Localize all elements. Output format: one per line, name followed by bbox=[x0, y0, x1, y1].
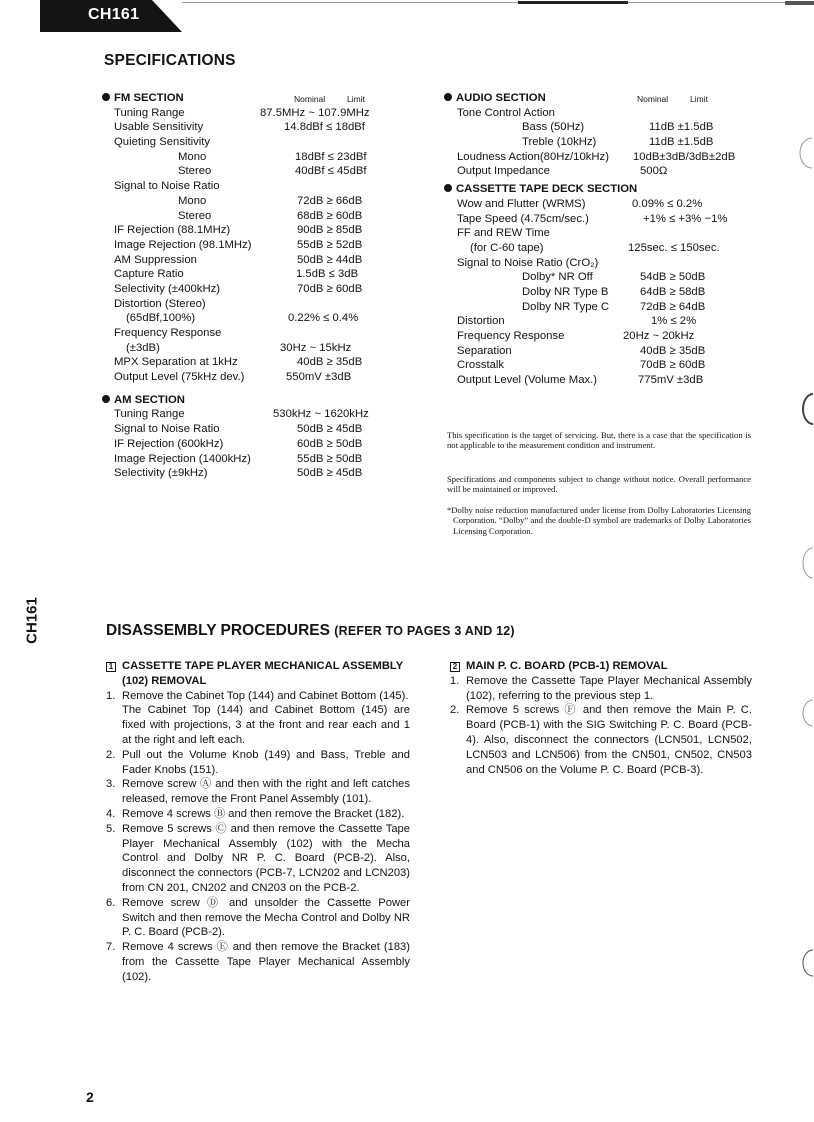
spec-value: 68dB ≥ 60dB bbox=[297, 209, 363, 222]
spec-label: Selectivity (±400kHz) bbox=[114, 282, 221, 295]
punch-hole-mark bbox=[798, 698, 814, 728]
spec-row bbox=[444, 285, 764, 300]
spec-label: (for C-60 tape) bbox=[470, 241, 544, 254]
section1-number: 1 bbox=[106, 662, 116, 672]
spec-value: 50dB ≥ 45dB bbox=[297, 467, 363, 480]
spec-label: Output Level (Volume Max.) bbox=[457, 374, 598, 387]
step-number: 5. bbox=[106, 822, 116, 835]
spec-row bbox=[102, 209, 392, 224]
spec-note-change: Specifications and components subject to change without notice. Overall performance will be maintained or improved. bbox=[447, 474, 751, 495]
top-rule-dark bbox=[518, 1, 628, 4]
spec-row bbox=[444, 164, 764, 179]
spec-row bbox=[102, 120, 392, 135]
step-number: 7. bbox=[106, 941, 116, 954]
spec-label: Frequency Response bbox=[457, 330, 565, 342]
page-number: 2 bbox=[86, 1089, 94, 1105]
spec-value: 64dB ≥ 58dB bbox=[640, 285, 706, 298]
bullet-icon bbox=[444, 93, 452, 101]
spec-row bbox=[102, 452, 392, 467]
bullet-icon bbox=[444, 184, 452, 192]
section2-heading bbox=[450, 659, 752, 674]
audio-nominal-header: Nominal bbox=[637, 94, 669, 104]
spec-label: Quieting Sensitivity bbox=[114, 136, 211, 149]
spec-value: +1% ≤ +3% −1% bbox=[643, 212, 728, 225]
step-text: Remove the Cabinet Top (144) and Cabinet Bottom (145). bbox=[122, 689, 409, 702]
top-rule-corner bbox=[785, 1, 814, 5]
spec-column-right bbox=[444, 91, 764, 388]
spec-label: IF Rejection (88.1MHz) bbox=[114, 224, 231, 237]
spec-note-servicing: This specification is the target of servicing. But, there is a case that the specification is not applicable to the measurement condition and instrument. bbox=[447, 430, 751, 451]
bullet-icon bbox=[102, 395, 110, 403]
audio-limit-header: Limit bbox=[690, 94, 708, 104]
spec-row bbox=[102, 422, 392, 437]
spec-label: Signal to Noise Ratio (CrO₂) bbox=[457, 256, 599, 269]
spec-value: 11dB ±1.5dB bbox=[649, 121, 714, 134]
spec-row bbox=[444, 300, 764, 315]
spec-label: Distortion bbox=[457, 315, 505, 328]
fm-nominal-header: Nominal bbox=[294, 94, 326, 104]
spec-row bbox=[444, 197, 764, 212]
audio-section-title: AUDIO SECTION bbox=[456, 92, 546, 104]
spec-label: Dolby NR Type C bbox=[522, 300, 610, 313]
spec-value: 72dB ≥ 66dB bbox=[297, 194, 363, 207]
spec-row bbox=[444, 270, 764, 285]
spec-label: Usable Sensitivity bbox=[114, 121, 204, 134]
spec-row bbox=[444, 241, 764, 256]
spec-label: AM Suppression bbox=[114, 253, 197, 266]
spec-row bbox=[102, 223, 392, 238]
spec-value: 70dB ≥ 60dB bbox=[297, 282, 363, 295]
spec-label: IF Rejection (600kHz) bbox=[114, 437, 224, 450]
spec-value: 87.5MHz ~ 107.9MHz bbox=[260, 106, 370, 119]
section1-step-6 bbox=[106, 896, 410, 940]
spec-row bbox=[102, 297, 392, 312]
disassembly-title bbox=[106, 622, 515, 640]
spec-row bbox=[444, 344, 764, 359]
audio-section-header bbox=[444, 91, 764, 106]
spec-value: 50dB ≥ 44dB bbox=[297, 253, 363, 266]
section1-step-1 bbox=[106, 689, 410, 748]
spec-row bbox=[102, 150, 392, 165]
spec-row bbox=[444, 106, 764, 121]
section2-title: MAIN P. C. BOARD (PCB-1) REMOVAL bbox=[466, 660, 668, 672]
step-text: Remove screw Ⓐ and then with the right and left catches released, remove the Front Panel Assembly (101). bbox=[122, 778, 410, 806]
step-number: 2. bbox=[106, 748, 116, 761]
step-number: 2. bbox=[450, 704, 460, 717]
spec-row bbox=[444, 212, 764, 227]
spec-row bbox=[444, 358, 764, 373]
spec-label: Dolby NR Type B bbox=[522, 285, 609, 298]
spec-value: 90dB ≥ 85dB bbox=[297, 224, 363, 237]
spec-note-dolby: *Dolby noise reduction manufactured under license from Dolby Laboratories Licensing Corporation. “Dolby” and the double-D symbol are trademarks of Dolby Laboratories Licensing Corporation. bbox=[447, 505, 751, 536]
spec-value: 10dB±3dB/3dB±2dB bbox=[633, 150, 736, 163]
section1-step-7 bbox=[106, 940, 410, 984]
spec-value: 30Hz ~ 15kHz bbox=[280, 341, 352, 354]
spec-value: 20Hz ~ 20kHz bbox=[623, 330, 695, 342]
fm-section-header bbox=[102, 91, 392, 106]
top-rule bbox=[182, 2, 814, 3]
spec-value: 55dB ≥ 52dB bbox=[297, 238, 363, 251]
fm-section-title: FM SECTION bbox=[114, 92, 184, 104]
spec-label: Image Rejection (1400kHz) bbox=[114, 452, 251, 465]
spec-row bbox=[102, 282, 392, 297]
spec-row bbox=[102, 326, 392, 341]
spec-label: Bass (50Hz) bbox=[522, 121, 585, 134]
bullet-icon bbox=[102, 93, 110, 101]
header-model-title: CH161 bbox=[88, 6, 140, 23]
spec-value: 54dB ≥ 50dB bbox=[640, 271, 706, 284]
spec-label: Frequency Response bbox=[114, 327, 222, 339]
spec-value: 11dB ±1.5dB bbox=[649, 136, 714, 149]
punch-hole-mark bbox=[798, 546, 814, 580]
spec-label: MPX Separation at 1kHz bbox=[114, 356, 238, 369]
step-number: 4. bbox=[106, 807, 116, 820]
spec-row bbox=[102, 106, 392, 121]
spec-row bbox=[102, 238, 392, 253]
step-text: Remove 4 screws Ⓔ and then remove the Bracket (183) from the Cassette Tape Player Mechanical Assembly (102). bbox=[122, 941, 410, 983]
spec-label: Signal to Noise Ratio bbox=[114, 180, 220, 193]
spec-row bbox=[102, 135, 392, 150]
section2-step-1 bbox=[450, 674, 752, 704]
spec-column-left bbox=[102, 91, 392, 481]
spec-row bbox=[444, 314, 764, 329]
spec-row bbox=[102, 407, 392, 422]
specifications-title: SPECIFICATIONS bbox=[104, 52, 236, 69]
step-number: 3. bbox=[106, 778, 116, 791]
step-number: 1. bbox=[450, 674, 460, 687]
am-section-title: AM SECTION bbox=[114, 393, 185, 406]
spec-label: Signal to Noise Ratio bbox=[114, 423, 220, 436]
spec-label: Stereo bbox=[178, 209, 212, 222]
fm-limit-header: Limit bbox=[347, 94, 365, 104]
spec-row bbox=[102, 253, 392, 268]
section1-title: CASSETTE TAPE PLAYER MECHANICAL ASSEMBLY bbox=[122, 660, 404, 672]
spec-row bbox=[102, 341, 392, 356]
step-text: Remove 4 screws Ⓑ and then remove the Bracket (182). bbox=[122, 807, 405, 820]
spec-value: 550mV ±3dB bbox=[286, 371, 352, 384]
spec-label: Tuning Range bbox=[114, 106, 185, 119]
spec-value: 40dBf ≤ 45dBf bbox=[295, 165, 367, 178]
cassette-section-header bbox=[444, 182, 764, 197]
spec-label: Output Impedance bbox=[457, 165, 550, 178]
spec-value: 60dB ≥ 50dB bbox=[297, 437, 363, 450]
step-extra-text: The Cabinet Top (144) and Cabinet Bottom (145) are fixed with projections, 3 at the front and rear each and 1 at the right and left each. bbox=[122, 704, 410, 746]
spec-value: 0.09% ≤ 0.2% bbox=[632, 197, 703, 210]
step-text: Remove 5 screws Ⓕ and then remove the Main P. C. Board (PCB-1) with the SIG Switching P. C. Board (PCB-4). Also, disconnect the connectors (LCN501, LCN502, LCN503 and LCN506) from the CN501, CN502, CN503 and CN506 on the Volume P. C. Board (PCB-3). bbox=[466, 704, 752, 776]
step-text: Remove screw Ⓓ and unsolder the Cassette Power Switch and then remove the Mecha Control and Dolby NR P. C. Board (PCB-2). bbox=[122, 896, 410, 939]
spec-value: 50dB ≥ 45dB bbox=[297, 423, 363, 436]
spec-value: 530kHz ~ 1620kHz bbox=[273, 408, 369, 421]
spec-row bbox=[444, 150, 764, 165]
section1-step-2 bbox=[106, 748, 410, 778]
spec-label: Capture Ratio bbox=[114, 268, 184, 281]
spec-label: FF and REW Time bbox=[457, 227, 550, 240]
spec-label: Mono bbox=[178, 150, 207, 163]
section1-heading bbox=[106, 659, 410, 674]
spec-label: Wow and Flutter (WRMS) bbox=[457, 197, 586, 210]
spec-value: 775mV ±3dB bbox=[638, 374, 704, 387]
section1-step-4 bbox=[106, 807, 410, 822]
spec-row bbox=[444, 329, 764, 344]
spec-row bbox=[102, 267, 392, 282]
spec-value: 1% ≤ 2% bbox=[651, 315, 697, 328]
spec-value: 0.22% ≤ 0.4% bbox=[288, 312, 359, 325]
section2-step-2 bbox=[450, 703, 752, 777]
spec-label: Image Rejection (98.1MHz) bbox=[114, 238, 252, 251]
disassembly-column-right bbox=[450, 659, 752, 777]
punch-hole-mark bbox=[798, 948, 814, 978]
spec-value: 40dB ≥ 35dB bbox=[297, 356, 363, 369]
spec-label: Dolby* NR Off bbox=[522, 271, 593, 284]
spec-row bbox=[102, 466, 392, 481]
spec-label: (65dBf,100%) bbox=[126, 312, 196, 325]
disassembly-column-left bbox=[106, 659, 410, 985]
punch-hole-mark bbox=[798, 392, 814, 426]
spec-value: 40dB ≥ 35dB bbox=[640, 344, 706, 357]
step-text: Remove the Cassette Tape Player Mechanical Assembly (102), referring to the previous step 1. bbox=[466, 674, 752, 702]
section1-title-line2: (102) REMOVAL bbox=[122, 674, 207, 687]
spec-value: 18dBf ≤ 23dBf bbox=[295, 150, 367, 163]
spec-row bbox=[102, 311, 392, 326]
section1-step-3 bbox=[106, 777, 410, 807]
spec-label: Tone Control Action bbox=[457, 106, 555, 119]
disassembly-subtitle: (REFER TO PAGES 3 AND 12) bbox=[334, 624, 515, 638]
cassette-section-title: CASSETTE TAPE DECK SECTION bbox=[456, 183, 638, 196]
spec-value: 72dB ≥ 64dB bbox=[640, 300, 706, 313]
spec-label: Tape Speed (4.75cm/sec.) bbox=[457, 212, 589, 225]
spec-row bbox=[102, 194, 392, 209]
spec-value: 125sec. ≤ 150sec. bbox=[628, 241, 720, 254]
disassembly-heading: DISASSEMBLY PROCEDURES bbox=[106, 622, 330, 639]
punch-hole-mark bbox=[796, 136, 814, 170]
step-text: Remove 5 screws Ⓒ and then remove the Cassette Tape Player Mechanical Assembly (102) with the Mecha Control and Dolby NR P. C. Board (PCB-2). Also, disconnect the connectors (PCB-7, LCN202 and LCN203) from CN 201, CN202 and CN203 on the PCB-2. bbox=[122, 822, 410, 894]
section2-number: 2 bbox=[450, 662, 460, 672]
spec-row bbox=[102, 164, 392, 179]
spec-row bbox=[102, 437, 392, 452]
spec-value: 500Ω bbox=[640, 165, 668, 178]
spec-label: Stereo bbox=[178, 165, 212, 178]
step-number: 1. bbox=[106, 689, 116, 702]
spec-row bbox=[444, 135, 764, 150]
side-model-text: CH161 bbox=[23, 597, 41, 644]
spec-row bbox=[444, 226, 764, 241]
spec-value: 70dB ≥ 60dB bbox=[640, 359, 706, 372]
spec-row bbox=[444, 256, 764, 271]
spec-label: Selectivity (±9kHz) bbox=[114, 467, 208, 480]
spec-label: Tuning Range bbox=[114, 408, 185, 421]
spec-value: 1.5dB ≤ 3dB bbox=[296, 268, 359, 281]
spec-row bbox=[102, 370, 392, 385]
spec-row bbox=[444, 373, 764, 388]
section1-step-5 bbox=[106, 822, 410, 896]
spec-value: 14.8dBf ≤ 18dBf bbox=[284, 121, 365, 134]
step-number: 6. bbox=[106, 896, 116, 909]
spec-value: 55dB ≥ 50dB bbox=[297, 452, 363, 465]
spec-label: Separation bbox=[457, 344, 512, 357]
am-section-header bbox=[102, 393, 392, 408]
spec-row bbox=[102, 179, 392, 194]
step-text: Pull out the Volume Knob (149) and Bass, Treble and Fader Knobs (151). bbox=[122, 748, 410, 776]
spec-label: Distortion (Stereo) bbox=[114, 297, 206, 310]
spec-row bbox=[444, 120, 764, 135]
spec-label: Crosstalk bbox=[457, 359, 505, 372]
spec-label: Treble (10kHz) bbox=[522, 136, 597, 149]
side-model-label bbox=[22, 598, 42, 646]
spec-label: Output Level (75kHz dev.) bbox=[114, 371, 245, 384]
spec-label: Mono bbox=[178, 194, 207, 207]
spec-label: Loudness Action(80Hz/10kHz) bbox=[457, 150, 609, 163]
spec-row bbox=[102, 355, 392, 370]
spec-label: (±3dB) bbox=[126, 341, 160, 354]
